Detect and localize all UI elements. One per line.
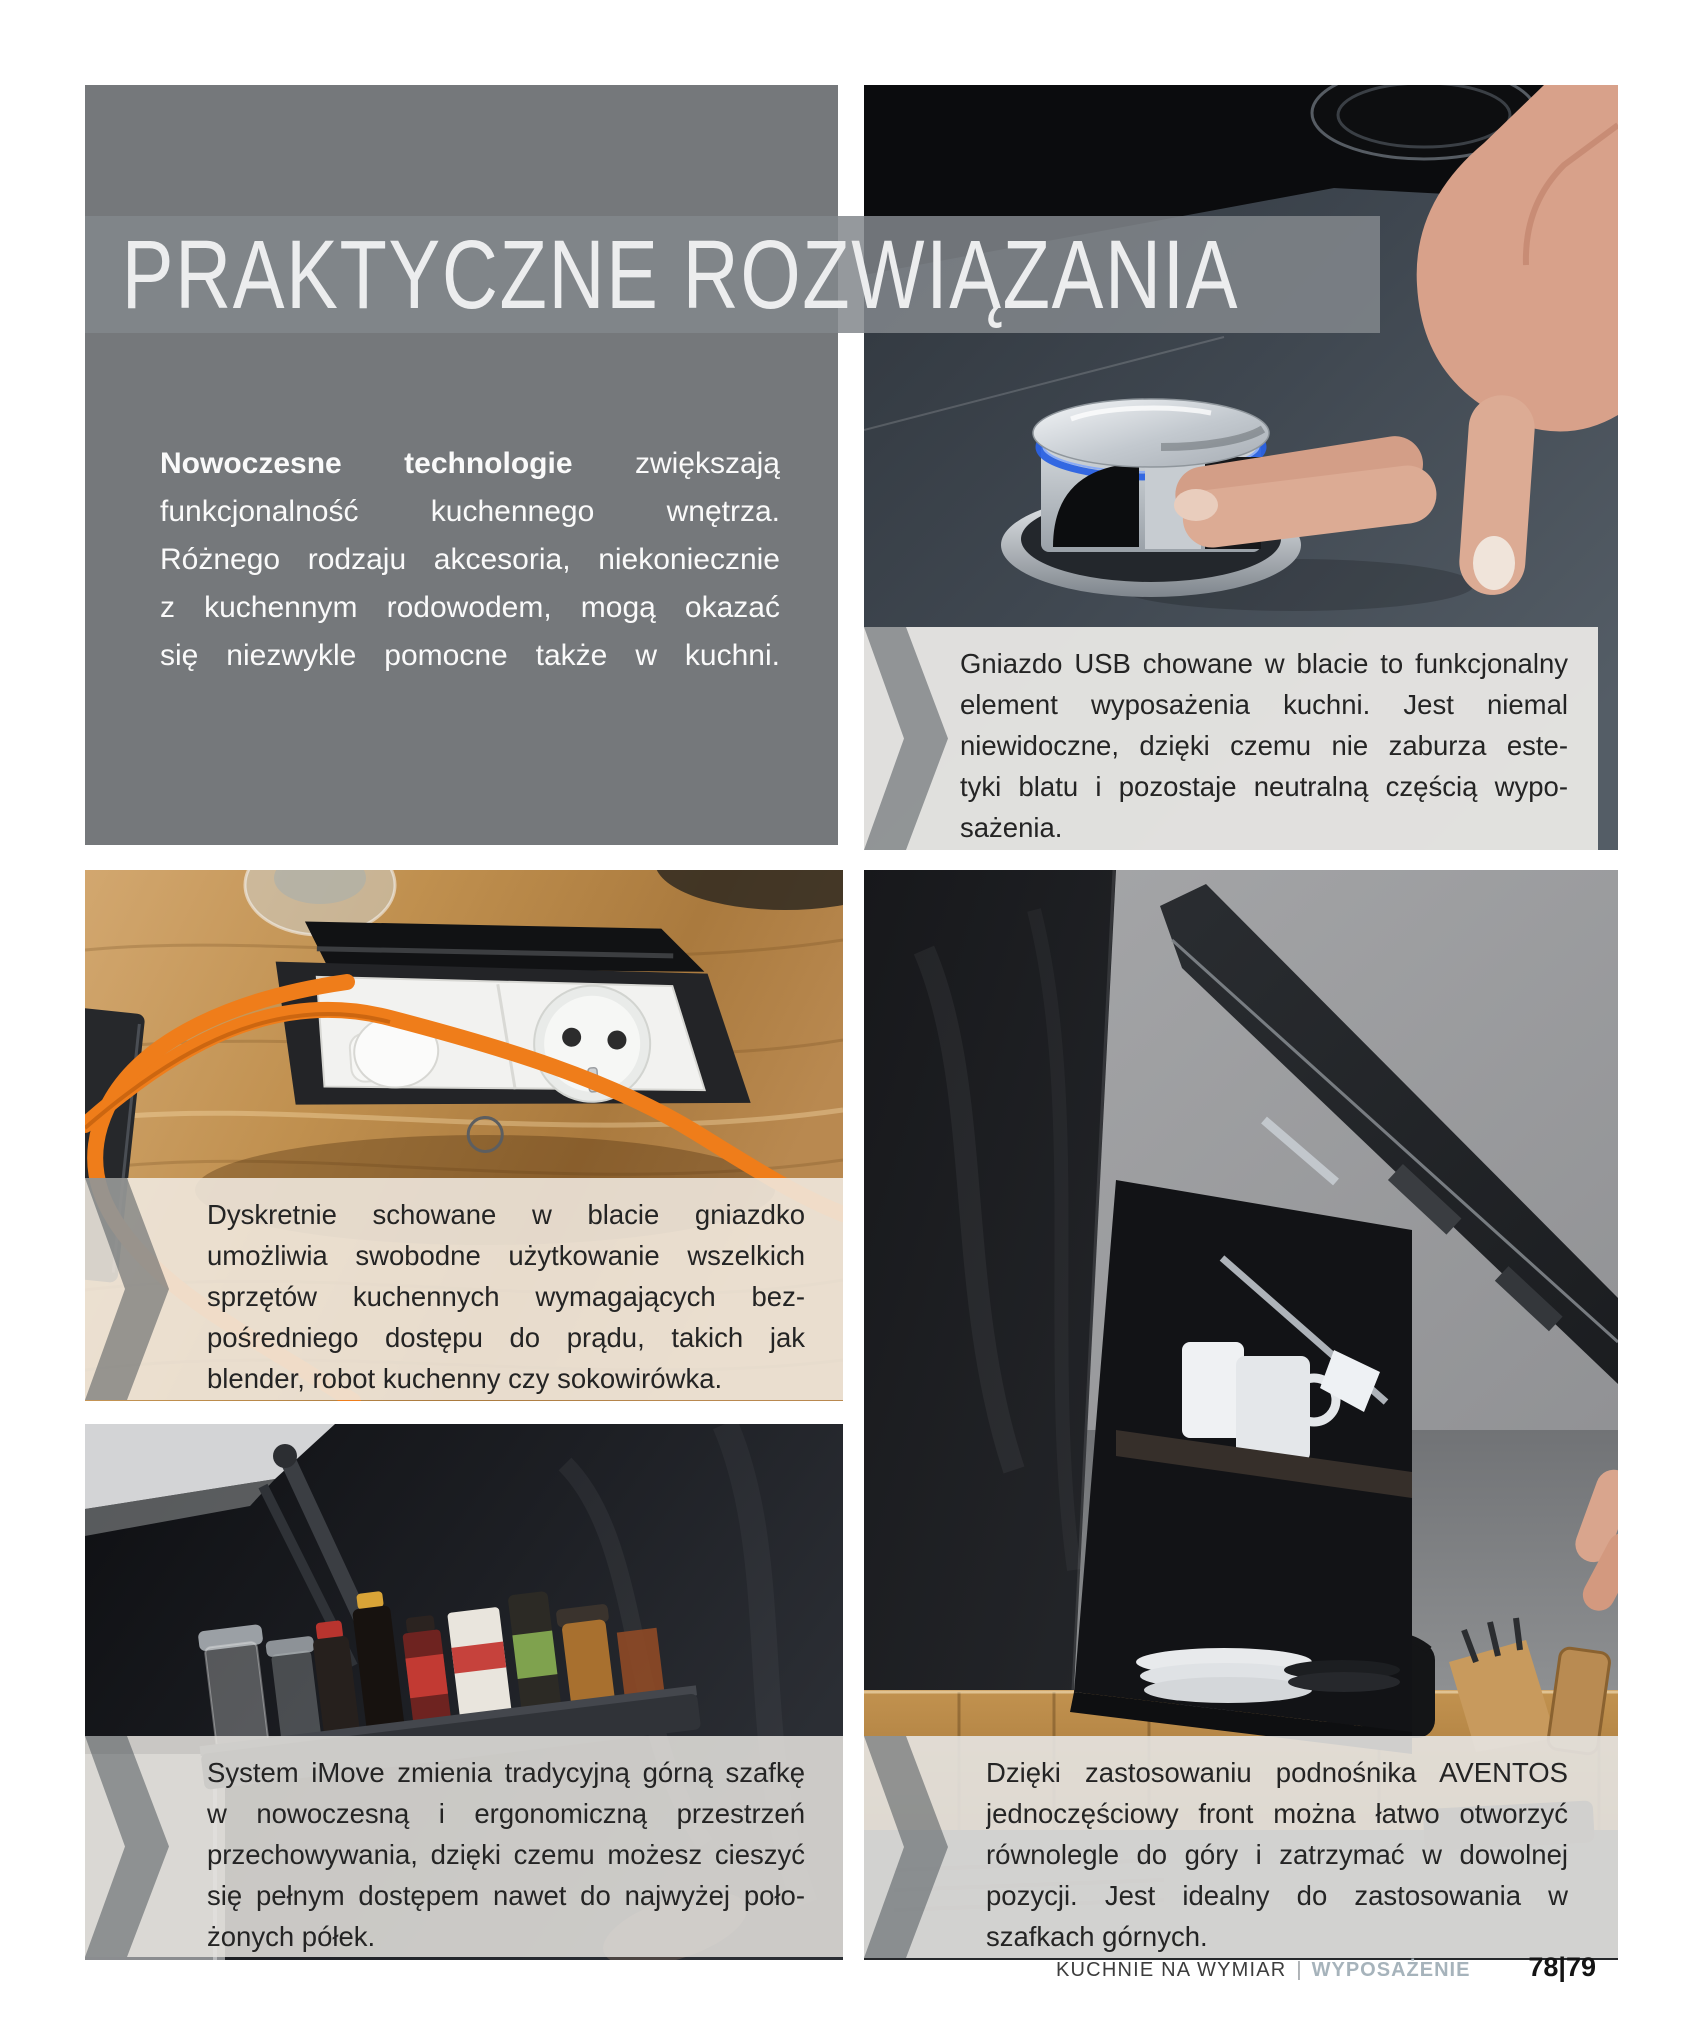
chevron-right-icon [85,1178,169,1400]
chevron-right-icon [85,1736,169,1957]
caption-line: tyki blatu i pozostaje neutralną częścią wypo- [960,771,1568,802]
caption-socket [85,1178,843,1400]
caption-line: Dyskretnie schowane w blacie gniazdko [207,1199,805,1230]
caption-aventos [864,1736,1618,1958]
chevron-right-icon [864,1736,948,1958]
footer-section: WYPOSAŻENIE [1311,1959,1471,1981]
caption-line: System iMove zmienia tradycyjną górną szafkę [207,1757,805,1788]
page-footer [1056,1952,1596,1983]
caption-line: żonych półek. [207,1921,376,1952]
caption-line: Gniazdo USB chowane w blacie to funkcjonalny [960,648,1568,679]
caption-line: Dzięki zastosowaniu podnośnika AVENTOS [986,1757,1568,1788]
intro-line: Nowoczesne technologie zwiększają [160,447,780,480]
caption-line: sprzętów kuchennych wymagających bez- [207,1281,805,1312]
page-numbers: 78|79 [1528,1952,1596,1982]
caption-line: sażenia. [960,812,1063,843]
caption-usb [864,627,1598,850]
page-title: PRAKTYCZNE ROZWIĄZANIA [121,220,1240,329]
intro-line: Różnego rodzaju akcesoria, niekoniecznie [160,543,780,576]
caption-line: szafkach górnych. [986,1921,1208,1952]
caption-line: się pełnym dostępem nawet do najwyżej poło- [207,1880,805,1911]
intro-line: się niezwykle pomocne także w kuchni. [160,639,780,672]
intro-line: z kuchennym rodowodem, mogą okazać [160,591,780,624]
footer-brand: KUCHNIE NA WYMIAR [1056,1959,1287,1981]
footer-separator: | [1296,1959,1302,1981]
title-banner [85,216,1380,333]
caption-line: równolegle do góry i zatrzymać w dowolnej [986,1839,1568,1870]
caption-line: niewidoczne, dzięki czemu nie zaburza este- [960,730,1568,761]
caption-imove [85,1736,843,1957]
intro-lead-bold: Nowoczesne technologie [160,447,573,480]
caption-line: umożliwia swobodne użytkowanie wszelkich [207,1240,805,1271]
caption-line: element wyposażenia kuchni. Jest niemal [960,689,1568,720]
caption-line: pozycji. Jest idealny do zastosowania w [986,1880,1568,1911]
caption-line: w nowoczesną i ergonomiczną przestrzeń [207,1798,805,1829]
caption-line: pośredniego dostępu do prądu, takich jak [207,1322,805,1353]
caption-line: przechowywania, dzięki czemu możesz cieszyć [207,1839,805,1870]
caption-line: blender, robot kuchenny czy sokowirówka. [207,1363,723,1394]
intro-line: funkcjonalność kuchennego wnętrza. [160,495,780,528]
chevron-right-icon [864,627,948,850]
intro-paragraph [160,440,780,680]
caption-line: jednoczęściowy front można łatwo otworzyć [986,1798,1568,1829]
